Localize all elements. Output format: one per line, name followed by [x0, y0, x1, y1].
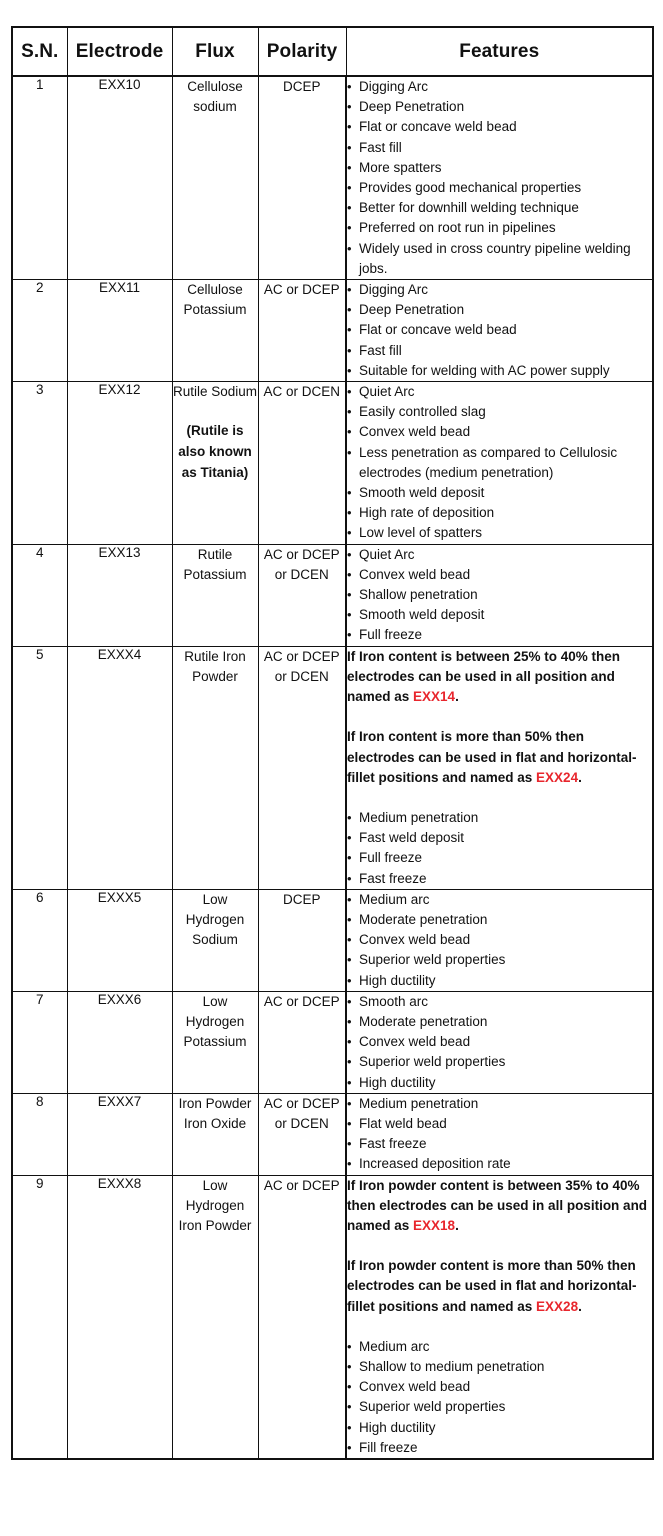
cell-electrode: EXXX4 [67, 646, 172, 889]
feature-item: • Medium arc [347, 890, 652, 910]
column-header-features: Features [346, 27, 653, 76]
cell-features [346, 382, 653, 545]
cell-polarity: DCEP [258, 889, 346, 991]
cell-polarity: AC or DCEP or DCEN [258, 646, 346, 889]
feature-item: • Low level of spatters [347, 523, 652, 543]
feature-item: • Widely used in cross country pipeline welding jobs. [347, 239, 652, 279]
cell-electrode: EXXX6 [67, 991, 172, 1093]
table-header [12, 27, 653, 76]
cell-flux: Rutile Sodium (Rutile is also known as Titania) [172, 382, 258, 545]
cell-electrode: EXXX8 [67, 1175, 172, 1459]
table-row [12, 1093, 653, 1175]
feature-list [347, 545, 652, 646]
feature-item: • Shallow to medium penetration [347, 1357, 652, 1377]
cell-flux: Iron Powder Iron Oxide [172, 1093, 258, 1175]
feature-list [347, 382, 652, 544]
cell-features [346, 280, 653, 382]
cell-flux: Cellulose Potassium [172, 280, 258, 382]
feature-list [347, 808, 652, 889]
electrode-code-highlight: EXX18 [413, 1217, 456, 1233]
cell-sn: 1 [12, 76, 67, 280]
cell-flux: Cellulose sodium [172, 76, 258, 280]
feature-list [347, 77, 652, 279]
feature-item: • Better for downhill welding technique [347, 198, 652, 218]
cell-flux: Low Hydrogen Sodium [172, 889, 258, 991]
cell-polarity: AC or DCEP or DCEN [258, 1093, 346, 1175]
header-row [12, 27, 653, 76]
feature-item: • Fast freeze [347, 869, 652, 889]
feature-item: • Deep Penetration [347, 300, 652, 320]
cell-sn: 9 [12, 1175, 67, 1459]
feature-item: • Easily controlled slag [347, 402, 652, 422]
feature-item: • Smooth weld deposit [347, 605, 652, 625]
feature-list [347, 1094, 652, 1175]
table-row [12, 889, 653, 991]
feature-paragraph: If Iron powder content is between 35% to 40% then electrodes can be used in all position and named as EXX18. [347, 1177, 648, 1233]
cell-features [346, 544, 653, 646]
feature-item: • Medium penetration [347, 1094, 652, 1114]
feature-item: • Medium arc [347, 1337, 652, 1357]
cell-electrode: EXX12 [67, 382, 172, 545]
cell-flux: Low Hydrogen Iron Powder [172, 1175, 258, 1459]
feature-item: • Medium penetration [347, 808, 652, 828]
feature-item: • Flat or concave weld bead [347, 320, 652, 340]
feature-list [347, 992, 652, 1093]
cell-features [346, 76, 653, 280]
feature-item: • Less penetration as compared to Cellulosic electrodes (medium penetration) [347, 443, 652, 483]
feature-item: • Full freeze [347, 625, 652, 645]
column-header-electrode: Electrode [67, 27, 172, 76]
cell-features [346, 1175, 653, 1459]
feature-item: • Fast freeze [347, 1134, 652, 1154]
table-row [12, 1175, 653, 1459]
feature-paragraph: If Iron powder content is more than 50% then electrodes can be used in flat and horizontal-fillet positions and named as EXX28. [347, 1258, 637, 1314]
feature-paragraph: If Iron content is more than 50% then electrodes can be used in flat and horizontal-fillet positions and named as EXX24. [347, 729, 637, 785]
column-header-sn: S.N. [12, 27, 67, 76]
column-header-polarity: Polarity [258, 27, 346, 76]
cell-polarity: AC or DCEP [258, 991, 346, 1093]
feature-item: • Quiet Arc [347, 545, 652, 565]
feature-item: • Fast fill [347, 341, 652, 361]
feature-item: • Superior weld properties [347, 1052, 652, 1072]
electrode-code-highlight: EXX24 [536, 769, 579, 785]
feature-item: • Smooth weld deposit [347, 483, 652, 503]
feature-item: • Deep Penetration [347, 97, 652, 117]
cell-flux: Rutile Potassium [172, 544, 258, 646]
cell-features [346, 1093, 653, 1175]
cell-flux: Low Hydrogen Potassium [172, 991, 258, 1093]
feature-paragraph: If Iron content is between 25% to 40% then electrodes can be used in all position and named as EXX14. [347, 648, 621, 705]
table-row [12, 646, 653, 889]
feature-item: • Quiet Arc [347, 382, 652, 402]
feature-item: • High rate of deposition [347, 503, 652, 523]
feature-item: • High ductility [347, 1073, 652, 1093]
feature-item: • Convex weld bead [347, 565, 652, 585]
cell-features [346, 889, 653, 991]
cell-polarity: AC or DCEP [258, 280, 346, 382]
cell-sn: 6 [12, 889, 67, 991]
feature-list [347, 1337, 652, 1458]
feature-item: • High ductility [347, 1418, 652, 1438]
table-row [12, 382, 653, 545]
feature-item: • Preferred on root run in pipelines [347, 218, 652, 238]
feature-list [347, 890, 652, 991]
table-row [12, 76, 653, 280]
feature-item: • Increased deposition rate [347, 1154, 652, 1174]
cell-flux: Rutile Iron Powder [172, 646, 258, 889]
feature-item: • Digging Arc [347, 77, 652, 97]
cell-polarity: AC or DCEN [258, 382, 346, 545]
feature-item: • Fast weld deposit [347, 828, 652, 848]
table-row [12, 991, 653, 1093]
feature-item: • Superior weld properties [347, 950, 652, 970]
cell-sn: 3 [12, 382, 67, 545]
welding-electrode-table [11, 26, 654, 1460]
electrode-code-highlight: EXX28 [536, 1298, 579, 1314]
cell-sn: 4 [12, 544, 67, 646]
cell-sn: 2 [12, 280, 67, 382]
feature-item: • Superior weld properties [347, 1397, 652, 1417]
table-row [12, 280, 653, 382]
flux-note: (Rutile is also known as Titania) [178, 423, 252, 481]
feature-item: • Smooth arc [347, 992, 652, 1012]
feature-item: • Flat weld bead [347, 1114, 652, 1134]
cell-polarity: DCEP [258, 76, 346, 280]
feature-item: • Convex weld bead [347, 930, 652, 950]
cell-electrode: EXX11 [67, 280, 172, 382]
feature-item: • Provides good mechanical properties [347, 178, 652, 198]
feature-item: • More spatters [347, 158, 652, 178]
cell-electrode: EXXX5 [67, 889, 172, 991]
cell-electrode: EXXX7 [67, 1093, 172, 1175]
column-header-flux: Flux [172, 27, 258, 76]
cell-electrode: EXX10 [67, 76, 172, 280]
feature-item: • Moderate penetration [347, 910, 652, 930]
feature-item: • Convex weld bead [347, 1377, 652, 1397]
feature-item: • Moderate penetration [347, 1012, 652, 1032]
table-body [12, 76, 653, 1459]
feature-item: • High ductility [347, 971, 652, 991]
feature-item: • Full freeze [347, 848, 652, 868]
cell-sn: 7 [12, 991, 67, 1093]
cell-features [346, 646, 653, 889]
cell-sn: 5 [12, 646, 67, 889]
table-row [12, 544, 653, 646]
cell-polarity: AC or DCEP [258, 1175, 346, 1459]
feature-item: • Convex weld bead [347, 422, 652, 442]
feature-item: • Convex weld bead [347, 1032, 652, 1052]
feature-item: • Digging Arc [347, 280, 652, 300]
feature-item: • Fill freeze [347, 1438, 652, 1458]
cell-sn: 8 [12, 1093, 67, 1175]
cell-polarity: AC or DCEP or DCEN [258, 544, 346, 646]
cell-electrode: EXX13 [67, 544, 172, 646]
feature-item: • Flat or concave weld bead [347, 117, 652, 137]
electrode-code-highlight: EXX14 [413, 689, 456, 705]
feature-item: • Suitable for welding with AC power supply [347, 361, 652, 381]
feature-list [347, 280, 652, 381]
cell-features [346, 991, 653, 1093]
feature-item: • Fast fill [347, 138, 652, 158]
feature-item: • Shallow penetration [347, 585, 652, 605]
